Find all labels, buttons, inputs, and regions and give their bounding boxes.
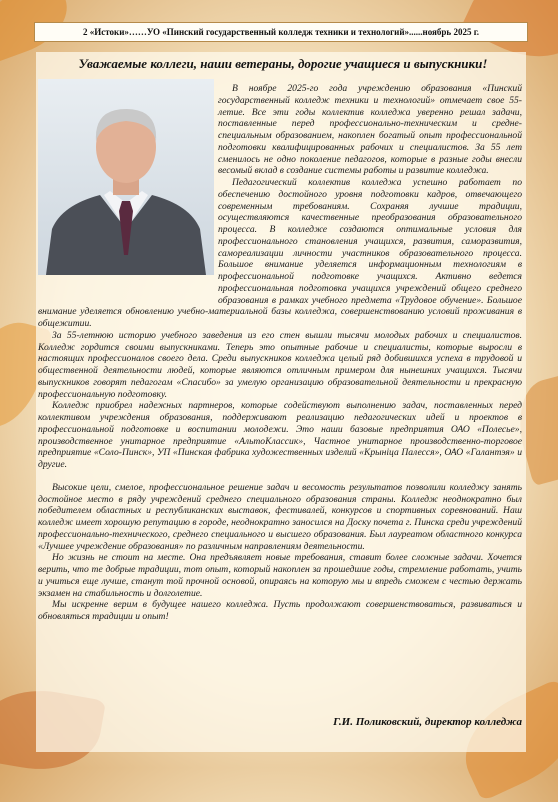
article-paragraph: Колледж приобрел надежных партнеров, которые содействуют выполнению задач, поставленных перед коллективом учреждения образования, поддерживают реализацию педагогических идей и проектов в профессиональной подготовке и воспитании молодежи. Это наши базовые предприятия ОАО «Полесье», производственное унитарное предприятие «АльтоКлассик», Частное унитарное производственно-торговое предприятие «Соло-Пинск», УП «Пинская фабрика художественных изделий «Крыніца Палесся», ОАО «Галантэя» и другие. xyxy=(38,400,522,470)
signature: Г.И. Поликовский, директор колледжа xyxy=(333,716,522,728)
article-paragraph: Высокие цели, смелое, профессиональное решение задач и весомость результатов позволили колледжу занять достойное место в ряду учреждений среднего специального образования страны. Колледж неоднократно был победителем областных и республиканских выставок, фестивалей, конкурсов и спортивных соревнований. Наш колледж имеет хорошую репутацию в городе, неоднократно заносился на Доску почета г. Пинска среди учреждений профессионально-технического, среднего специального и высшего образования. Был лауреатом областного конкурса «Лучшее учреждение образования» по различным направлениям деятельности. xyxy=(38,481,522,552)
article-paragraph: Мы искренне верим в будущее нашего колледжа. Пусть продолжают совершенствоваться, развиваться и обновляться традиции и опыт! xyxy=(38,599,522,622)
article-title: Уважаемые коллеги, наши ветераны, дорогие учащиеся и выпускники! xyxy=(78,56,488,71)
article-paragraph: Педагогический коллектив колледжа успешно работает по обеспечению достойного уровня подготовки кадров, отвечающего современным требованиям. Сохраняя лучшие традиции, осуществляются качественные преобразования образовательного процесса. В колледже создаются оптимальные условия для профессионального становления учащихся, развития, саморазвития, самореализации личности участников образовательного процесса. Большое внимание уделяется информационным технологиям в профессиональной подготовке учащихся. Активно ведется профессиональная подготовка учащихся учреждений общего среднего образования в рамках учебного предмета «Трудовое обучение». Большое внимание уделяется обновлению учебно-материальной базы колледжа, совершенствованию условий проживания в общежитии. xyxy=(38,177,522,329)
page-header: 2 «Истоки»……УО «Пинский государственный колледж техники и технологий»......ноябрь 2025 г. xyxy=(34,22,528,42)
article-body xyxy=(38,83,522,623)
article-paragraph: В ноябре 2025-го года учреждению образования «Пинский государственный колледж техники и технологий» отмечает свое 55-летие. Все эти годы коллектив колледжа уверенно решал задачи, поставленные перед профессионально-техническим и средне-специальным образованием, накоплен богатый опыт профессиональной подготовки квалифицированных рабочих и специалистов. За 55 лет сменилось не одно поколение педагогов, которые в разные годы внесли весомый вклад в создание системы работы и развитие колледжа. xyxy=(218,83,522,177)
article-paragraph: За 55-летнюю историю учебного заведения из его стен вышли тысячи молодых рабочих и специалистов. Колледж гордится своими выпускниками. Теперь это опытные рабочие и специалисты, которые выросли в настоящих профессионалов своего дела. Среди выпускников колледжа целый ряд добившихся успеха в трудовой и общественной деятельности людей, которые являются отличным примером для нынешних учащихся. Тысячи выпускников говорят педагогам «Спасибо» за умелую организацию образовательной деятельности и прекрасную профессиональную подготовку. xyxy=(38,329,522,400)
article-paragraph: Но жизнь не стоит на месте. Она предъявляет новые требования, ставит более сложные задачи. Хочется верить, что те добрые традиции, тот опыт, который накоплен за прошедшие годы, стремление работать, учить и учиться еще лучше, станут той прочной основой, опираясь на которую мы и впредь сможем с честью держать экзамен на стабильность и долголетие. xyxy=(38,552,522,599)
